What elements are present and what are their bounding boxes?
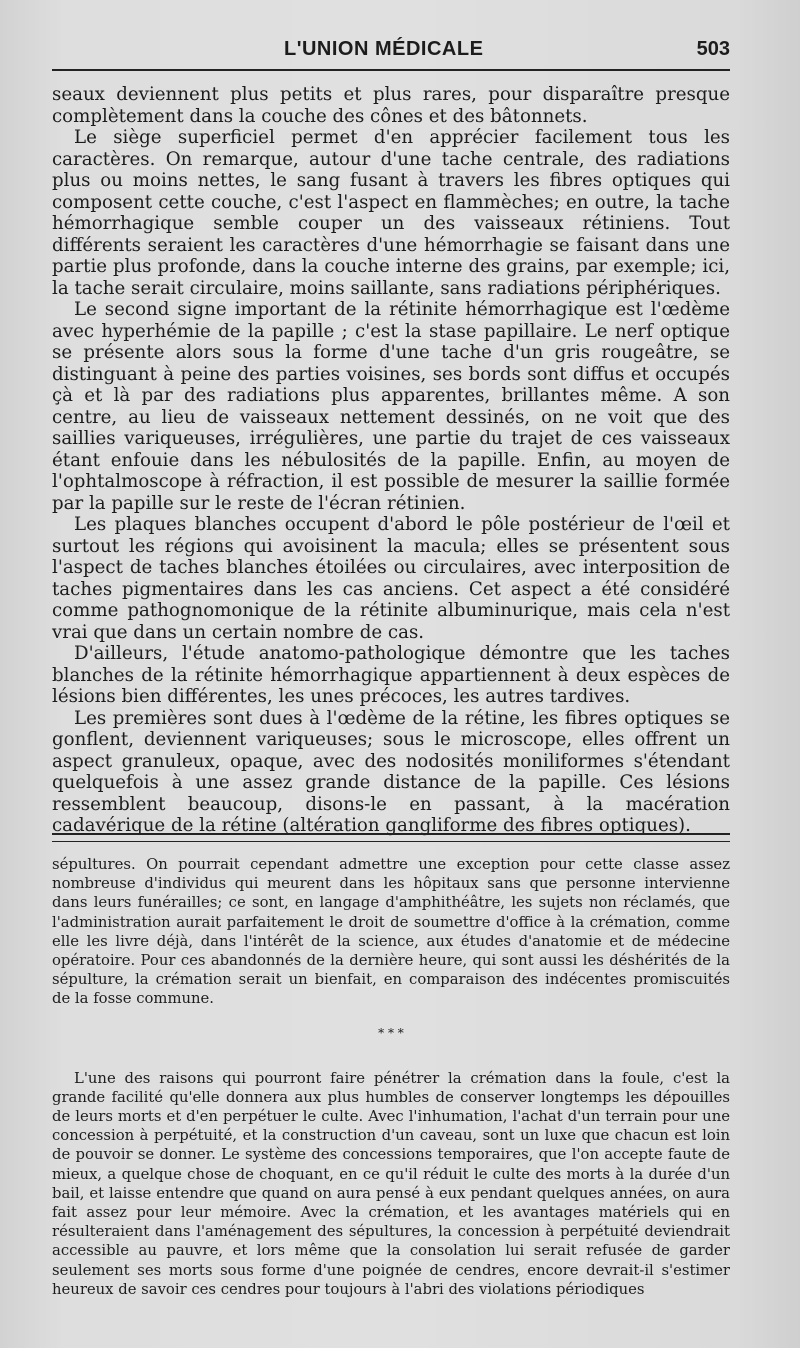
section-divider bbox=[52, 833, 730, 842]
main-paragraph: D'ailleurs, l'étude anatomo-pathologique démontre que les taches blanches de la rétinite hémorrhagique appartiennent à deux espèces de lésions bien différentes, les unes précoces, les autres tardives. bbox=[52, 643, 730, 707]
main-paragraph: Les plaques blanches occupent d'abord le pôle postérieur de l'œil et surtout les régions qui avoisinent la macula; elles se présentent sous l'aspect de taches blanches étoilées ou circulaires, avec interposition de taches pigmentaires dans les cas anciens. Cet aspect a été considéré comme pathognomonique de la rétinite albuminurique, mais cela n'est vrai que dans un certain nombre de cas. bbox=[52, 514, 730, 643]
header-rule bbox=[52, 69, 730, 71]
asterism: * * * bbox=[378, 1025, 404, 1040]
footnote-paragraph: sépultures. On pourrait cependant admettre une exception pour cette classe assez nombreuse d'individus qui meurent dans les hôpitaux sans que personne intervienne dans leurs funérailles; ce sont, en langage d'amphithéâtre, les sujets non réclamés, que l'administration aurait parfaitement le droit de soumettre d'office à la crémation, comme elle les livre déjà, dans l'intérêt de la science, aux études d'anatomie et de médecine opératoire. Pour ces abandonnés de la dernière heure, qui sont aussi les déshérités de la sépulture, la crémation serait un bienfait, en comparaison des indécentes promiscuités de la fosse commune. bbox=[52, 856, 730, 1008]
main-paragraph: seaux deviennent plus petits et plus rares, pour disparaître presque complètement dans la couche des cônes et des bâtonnets. bbox=[52, 84, 730, 127]
page-number: 503 bbox=[696, 38, 730, 60]
main-paragraph: Les premières sont dues à l'œdème de la rétine, les fibres optiques se gonflent, deviennent variqueuses; sous le microscope, elles offrent un aspect granuleux, opaque, avec des nodosités moniliformes s'étendant quelquefois à une assez grande distance de la papille. Ces lésions ressemblent beaucoup, disons-le en passant, à la macération cadavérique de la rétine (altération gangliforme des fibres optiques). bbox=[52, 707, 730, 836]
page-header bbox=[52, 34, 730, 64]
main-paragraph: Le second signe important de la rétinite hémorrhagique est l'œdème avec hyperhémie de la papille ; c'est la stase papillaire. Le nerf optique se présente alors sous la forme d'une tache d'un gris rougeâtre, se distinguant à peine des parties voisines, ses bords sont diffus et occupés çà et là par des radiations plus apparentes, brillantes même. A son centre, au lieu de vaisseaux nettement dessinés, on ne voit que des saillies variqueuses, irrégulières, une partie du trajet de ces vaisseaux étant enfouie dans les nébulosités de la papille. Enfin, au moyen de l'ophtalmoscope à réfraction, il est possible de mesurer la saillie formée par la papille sur le reste de l'écran rétinien. bbox=[52, 299, 730, 514]
footnote-paragraph: L'une des raisons qui pourront faire pénétrer la crémation dans la foule, c'est la grande facilité qu'elle donnera aux plus humbles de conserver longtemps les dépouilles de leurs morts et d'en perpétuer le culte. Avec l'inhumation, l'achat d'un terrain pour une concession à perpétuité, et la construction d'un caveau, sont un luxe que chacun est loin de pouvoir se donner. Le système des concessions temporaires, que l'on accepte faute de mieux, a quelque chose de choquant, en ce qu'il réduit le culte des morts à la durée d'un bail, et laisse entendre que quand on aura pensé à eux pendant quelques années, on aura fait assez pour leur mémoire. Avec la crémation, et les avantages matériels qui en résulteraient dans l'aménagement des sépultures, la concession à perpétuité deviendrait accessible au pauvre, et lors même que la consolation lui serait refusée de garder seulement ses morts sous forme d'une poignée de cendres, encore devrait-il s'estimer heureux de savoir ces cendres pour toujours à l'abri des violations périodiques bbox=[52, 1069, 730, 1298]
running-title: L'UNION MÉDICALE bbox=[284, 38, 484, 60]
main-text bbox=[52, 84, 730, 837]
footnote-section bbox=[52, 855, 730, 1299]
main-paragraph: Le siège superficiel permet d'en apprécier facilement tous les caractères. On remarque, autour d'une tache centrale, des radiations plus ou moins nettes, le sang fusant à travers les fibres optiques qui composent cette couche, c'est l'aspect en flammèches; en outre, la tache hémorrhagique semble couper un des vaisseaux rétiniens. Tout différents seraient les caractères d'une hémorrhagie se faisant dans une partie plus profonde, dans la couche interne des grains, par exemple; ici, la tache serait circulaire, moins saillante, sans radiations périphériques. bbox=[52, 127, 730, 299]
